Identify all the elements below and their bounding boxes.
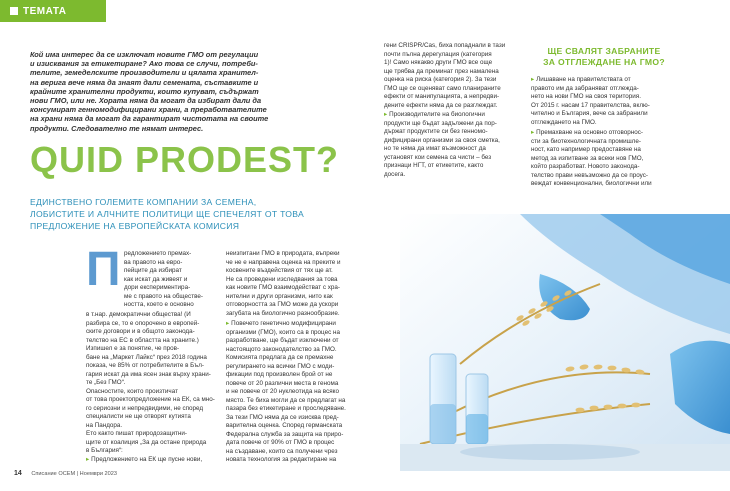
col2-line: Комисията предлага да се премахне [226,354,334,361]
col1-line: гария искат да има ясен знак върху храни- [86,370,211,378]
col2-line: място. Те биха могли да се предлагат на [226,396,346,404]
col1-line: телство на ЕС в областта на храните.) [86,336,199,344]
publication-name: Списание ОСЕМ | Ноември 2023 [31,471,117,477]
col2-line: За тези ГМО няма да се изисква пред- [226,413,339,421]
col1-line: как искат да живеят и [124,275,188,283]
col3-line: дените ефекти няма да се разглеждат. [384,101,498,109]
col3-line: но те няма да имат възможност да [384,145,486,152]
col2-line: Не са проведени изследвания за това [226,275,338,283]
sidebar-line: телство прави невъзможно да се проус- [531,171,648,179]
sidebar-line: правото им да забраняват отглежда- [531,84,639,92]
col3-line: признаци НГТ, от етикетите, както [384,162,484,169]
sidebar-line: От 2015 г. насам 17 правителства, вклю- [531,101,650,109]
col1-line: щите от коалиция „За да остане природа [86,438,207,446]
col1-line: показа, че 85% от потребителите в Бъл- [86,362,205,369]
col2-line: на създаване, които са получени чрез [226,447,338,455]
col3-line: продукти ще бъдат задължени да пор- [384,119,497,127]
intro-line: консумират генномодифицирани храни, а преработвателите [30,105,267,115]
col1-line: дори експериментира- [124,284,191,291]
body-column-1-rest [86,311,215,464]
col2-line: дата повече от 90% от ГМО в процес [226,439,335,446]
col1-line: ва правото на евро- [124,258,183,266]
col1-line: пейците да избират [124,267,182,274]
subtitle-line: ПРЕДЛОЖЕНИЕ НА ЕВРОПЕЙСКАТА КОМИСИЯ [30,220,240,231]
col2-line: неизпитани ГМО в природата, въпреки [226,250,340,257]
col2-line: фикации под произволен брой от не [226,371,333,378]
col1-line: ските договори и в общото законода- [86,328,195,335]
section-tag [0,0,106,22]
col1-line: ме с правото на обществе- [124,292,203,300]
subtitle-line: ЕДИНСТВЕНО ГОЛЕМИТЕ КОМПАНИИ ЗА СЕМЕНА, [30,197,257,207]
col2-line: отговорността за ГМО може да ускори [226,301,339,308]
col1-line: в т.нар. демократични общества! (И [86,311,191,318]
sidebar-heading-line: ЩЕ СВАЛЯТ ЗАБРАНИТЕ [547,46,661,56]
col2-line: пазара без етикетиране и проследяване. [226,405,346,412]
sidebar-line: нето на нови ГМО на своя територия. [531,93,641,100]
lab-photo [400,214,730,471]
col1-line: го сериозни и непредвидими, не според [86,404,204,412]
sidebar-line: чително и България, вече са забранили [531,110,648,117]
sidebar-line: който разработват. Новото законода- [531,163,640,170]
dropcap [86,243,126,310]
col1-line: бане на „Маркет Лайкс“ през 2018 година [86,353,207,361]
intro-line: телите, земеделските производители и цялата хранител- [30,68,259,78]
col1-line: Ето както пишат природозащитни- [86,430,187,437]
col1-line: разбира се, то е опорочено в европей- [86,319,200,327]
sidebar-bullet [531,76,673,127]
intro-line: и изисквания за етикетиране? Ако това се случи, потреби- [30,59,258,69]
sidebar-heading [524,46,684,67]
page-number: 14 [14,470,22,477]
col2-line: настоящото законодателство за ГМО. [226,345,337,353]
sidebar-heading-line: ЗА ОТГЛЕЖДАНЕ НА ГМО? [543,56,665,67]
col2-line: Федерална служба за защита на приро- [226,430,344,438]
col1-bullet-line: ▸ Предложението на ЕК ще пусне нови, [86,456,212,465]
intro-line: Кой има интерес да се изключат новите ГМО от регулации [30,50,259,59]
body-column-3 [384,42,514,179]
col2-line: как новите ГМО взаимодействат с хра- [226,284,340,291]
col3-line: 1)! Само някакво други ГМО все още [384,59,493,66]
col3-line: почти пълна дерегулация (категория [384,50,492,58]
intro-paragraph [30,50,330,133]
col3-line: държат продуктите си без генномо- [384,128,488,135]
sidebar-line: ▸ Лишаване на правителствата от [531,76,673,85]
col1-line: редложението премах- [124,250,192,257]
col3-line: ще трябва да преминат през намалена [384,67,499,75]
col1-line: в България“: [86,447,123,454]
sidebar-column [531,76,673,191]
col3-line: досега. [384,170,406,178]
col2-line: повече от 20 различни места в генома [226,379,339,387]
col1-line: те „Без ГМО“. [86,379,126,386]
col3-line: ефекти от манипулацията, а непредви- [384,93,500,100]
intro-line: на храни няма да могат да гарантират чистотата на своите [30,114,269,124]
col3-line: оценка на риска (категория 2). За тези [384,76,497,83]
col2-line: че не е направена оценка на преките и [226,258,341,266]
sidebar-line: ност, като например предоставяне на [531,146,641,153]
col3-line: дифицирани организми за своя сметка, [384,136,500,144]
col2-line: и не повече от 20 нуклеотида на всяко [226,388,339,395]
section-label: ТЕМАТА [23,5,67,17]
sidebar-line: веждат конвенционални, биологични или [531,180,652,187]
sidebar-bullet [531,129,673,189]
col2-line: нителни и други организми, нито как [226,292,333,300]
sidebar-line: ▸ Премахване на основно отговорнос- [531,129,673,138]
col2-bullet [226,320,356,465]
col1-line: на Пандора. [86,421,123,429]
col1-line: от това проектопредложение на ЕК, са мно- [86,396,215,403]
dropcap-letter: П [86,243,121,296]
intro-line: нови ГМО, или не. Хората няма да могат да избират дали да [30,96,262,106]
sidebar-line: сти за биотехнологичната промишле- [531,137,641,145]
section-square-icon [10,7,18,15]
col2-line: косвените въздействия от тях ще ат. [226,267,333,274]
col3-bullet [384,111,514,179]
col2-line: ▸ Повечето генетично модифицирани [226,320,356,329]
intro-line: крайните хранителни продукти, които купуват, съдържат [30,86,259,96]
col3-line: ▸ Производителите на биологични [384,111,514,120]
col3-line: гени CRISPR/Cas, биха попаднали в тази [384,42,506,49]
page-footer [14,470,117,477]
col2-line: организми (ГМО), които са в процес на [226,328,340,336]
col1-line: специалисти не ще отворят кутията [86,413,191,420]
col2-line: загубата на биологично разнообразие. [226,309,340,317]
col2-line: регулирането на всички ГМО с моди- [226,362,335,370]
col3-line: установят кои семена са чисти – без [384,153,492,161]
intro-line: на верига вече няма да знаят дали семената, съставките и [30,77,259,87]
col2-line: варителна оценка. Според германската [226,422,343,429]
col2-line: разработване, ще бъдат изключени от [226,337,339,344]
col1-line: Изпишел е за понятие, че пров- [86,345,180,352]
col3-line: ГМО ще се оценяват само планираните [384,84,501,92]
sidebar-line: метод за изпитване за всеки нов ГМО, [531,154,644,162]
col1-line: ността, което е основно [124,301,194,308]
sidebar-line: отглеждането на ГМО. [531,118,597,126]
body-column-2 [226,250,356,465]
intro-line: продукти. Следователно те нямат интерес. [30,123,204,133]
article-subtitle [30,197,390,232]
col2-line: новата технология за редактиране на [226,456,337,463]
subtitle-line: ЛОБИСТИТЕ И АЛЧНИТЕ ПОЛИТИЦИ ЩЕ СПЕЧЕЛЯТ ОТ ТОВА [30,208,305,219]
col1-line: Опасностите, които произтичат [86,387,178,395]
lab-scene-illustration [400,214,730,471]
article-title: QUID PRODEST? [30,139,340,180]
